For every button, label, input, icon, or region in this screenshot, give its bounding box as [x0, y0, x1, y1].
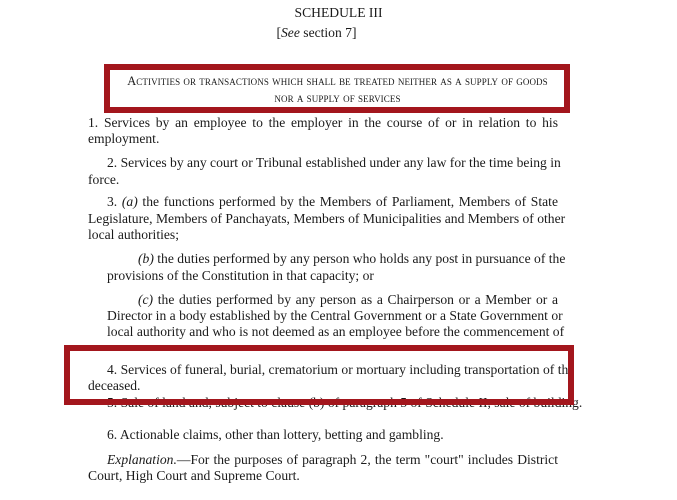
para-5-partial: [107, 395, 583, 412]
para-3a-line-2: Legislature, Members of Panchayats, Members of Municipalities and Members of other: [88, 211, 566, 226]
heading-highlight-box: [104, 64, 570, 113]
para-3c-label: (c): [138, 292, 154, 307]
schedule-heading-line2: nor a supply of services: [274, 91, 401, 105]
para-4-line-1: 4. Services of funeral, burial, crematorium or mortuary including transportation of the: [107, 362, 575, 377]
schedule-title: SCHEDULE III: [294, 5, 383, 20]
ref-see: See: [281, 25, 300, 40]
para-3b-line-1: [138, 251, 566, 267]
para-3a-line-1: [107, 194, 558, 210]
explanation-label: Explanation.: [107, 452, 177, 467]
explanation-text: —For the purposes of paragraph 2, the term "court" includes District: [176, 452, 558, 467]
para-3a-number: 3.: [107, 194, 122, 209]
ref-open: [: [276, 25, 281, 40]
para-3c-line-1: [138, 292, 558, 308]
para-3b-text: the duties performed by any person who holds any post in pursuance of the: [153, 251, 566, 266]
explanation-line-2: Court, High Court and Supreme Court.: [88, 468, 300, 483]
para-2-line-2: force.: [88, 172, 120, 187]
para-3c-text: the duties performed by any person as a Chairperson or a Member or a: [153, 292, 558, 307]
para-6: 6. Actionable claims, other than lottery, betting and gambling.: [107, 427, 444, 442]
para-2-line-1: 2. Services by any court or Tribunal established under any law for the time being in: [107, 155, 561, 170]
explanation-line-1: [107, 452, 558, 468]
section-reference: [0, 25, 633, 41]
para-4-line-2: deceased.: [88, 378, 141, 393]
para-3a-text: the functions performed by the Members of Parliament, Members of State: [137, 194, 558, 209]
para-1-line-1: 1. Services by an employee to the employer in the course of or in relation to his: [88, 115, 558, 130]
para-3b-line-2: provisions of the Constitution in that capacity; or: [107, 268, 374, 283]
para-1-line-2: employment.: [88, 131, 160, 146]
para-3c-line-2: Director in a body established by the Central Government or a State Government or: [107, 308, 563, 323]
para-3b-label: (b): [138, 251, 154, 266]
para-3a-line-3: local authorities;: [88, 227, 179, 242]
para-3c-line-3: local authority and who is not deemed as an employee before the commencement of: [107, 324, 565, 339]
para-3a-label: (a): [121, 194, 138, 209]
para-4-highlight-box: [64, 345, 574, 405]
ref-rest: section 7]: [299, 25, 357, 40]
schedule-heading-line1: Activities or transactions which shall be treated neither as a supply of goods: [127, 74, 548, 88]
para-5-text: 5. Sale of land and, subject to clause (b) of paragraph 5 of Schedule II, sale of building.: [107, 395, 583, 410]
